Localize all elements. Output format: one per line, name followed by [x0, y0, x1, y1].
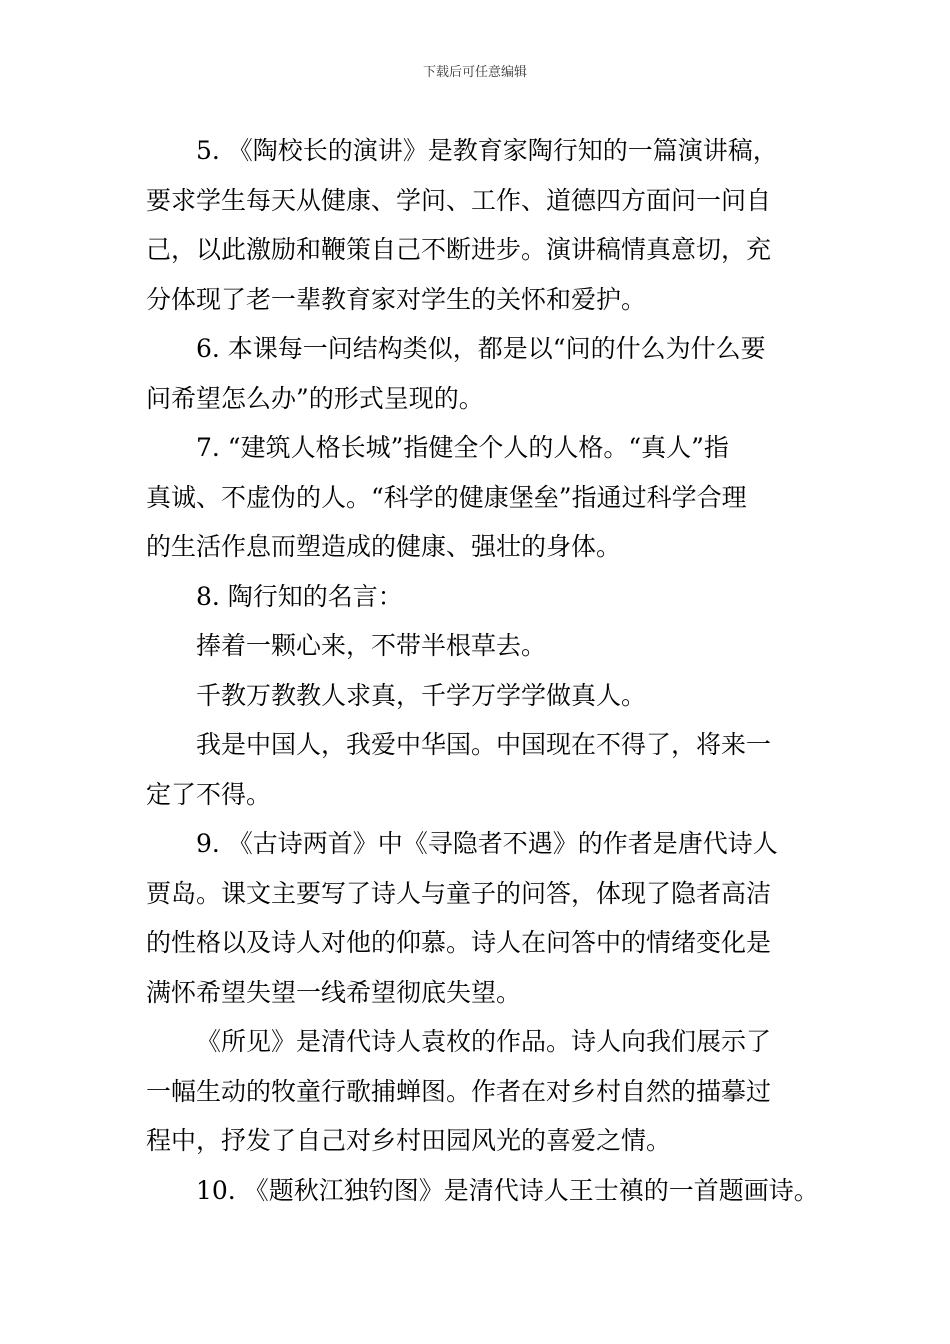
text-line: 7. “建筑人格长城”指健全个人的人格。“真人”指: [196, 433, 729, 462]
text-line: 6. 本课每一问结构类似，都是以“问的什么为什么要: [196, 334, 766, 363]
text-line: 9. 《古诗两首》中《寻隐者不遇》的作者是唐代诗人: [196, 829, 778, 858]
document-body: [146, 126, 826, 1215]
text-line: 一幅生动的牧童行歌捕蝉图。作者在对乡村自然的描摹过: [146, 1076, 772, 1106]
text-line: 千教万教教人求真，千学万学学做真人。: [196, 680, 647, 710]
text-line: 程中，抒发了自己对乡村田园风光的喜爱之情。: [146, 1126, 672, 1155]
text-line: 的生活作息而塑造成的健康、强壮的身体。: [146, 532, 622, 561]
text-line: 5. 《陶校长的演讲》是教育家陶行知的一篇演讲稿，: [196, 136, 778, 165]
text-line: 贾岛。课文主要写了诗人与童子的问答，体现了隐者高洁: [146, 878, 772, 908]
text-line: 己，以此激励和鞭策自己不断进步。演讲稿情真意切，充: [146, 235, 772, 264]
text-line: 8. 陶行知的名言：: [196, 581, 403, 611]
text-line: 满怀希望失望一线希望彻底失望。: [146, 977, 522, 1007]
page-header: 下载后可任意编辑: [422, 65, 527, 80]
text-line: 问希望怎么办”的形式呈现的。: [146, 383, 484, 413]
text-line: 定了不得。: [146, 779, 272, 809]
text-line: 捧着一颗心来，不带半根草去。: [196, 631, 547, 660]
text-line: 要求学生每天从健康、学问、工作、道德四方面问一问自: [146, 185, 772, 215]
text-line: 我是中国人，我爱中华国。中国现在不得了，将来一: [196, 730, 772, 759]
text-line: 真诚、不虚伪的人。“科学的健康堡垒”指通过科学合理: [146, 482, 747, 512]
text-line: 《所见》是清代诗人袁枚的作品。诗人向我们展示了: [196, 1027, 772, 1056]
text-line: 10. 《题秋江独钓图》是清代诗人王士禛的一首题画诗。: [196, 1175, 819, 1205]
text-line: 的性格以及诗人对他的仰慕。诗人在问答中的情绪变化是: [146, 928, 772, 957]
text-line: 分体现了老一辈教育家对学生的关怀和爱护。: [146, 284, 647, 314]
